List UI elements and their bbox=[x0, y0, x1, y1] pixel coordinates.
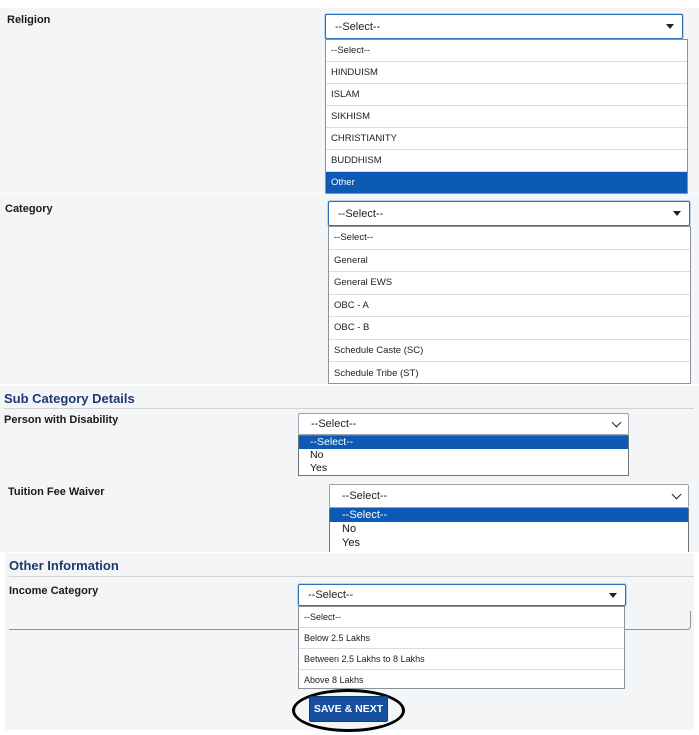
chevron-down-icon bbox=[612, 417, 622, 427]
income-option[interactable]: Between 2.5 Lakhs to 8 Lakhs bbox=[299, 649, 624, 670]
category-option[interactable]: General EWS bbox=[329, 272, 690, 295]
disability-select[interactable] bbox=[298, 413, 629, 435]
religion-option[interactable]: CHRISTIANITY bbox=[326, 128, 687, 150]
tuition-options bbox=[329, 508, 689, 552]
religion-option[interactable]: SIKHISM bbox=[326, 106, 687, 128]
income-option[interactable]: Below 2.5 Lakhs bbox=[299, 628, 624, 649]
divider bbox=[4, 408, 694, 409]
disability-select-value: --Select-- bbox=[311, 418, 357, 430]
category-select-value: --Select-- bbox=[338, 207, 384, 220]
category-option[interactable]: Schedule Caste (SC) bbox=[329, 340, 690, 363]
income-option[interactable]: --Select-- bbox=[299, 607, 624, 628]
dropdown-arrow-icon bbox=[609, 593, 617, 598]
tuition-select[interactable] bbox=[329, 484, 689, 508]
other-info-title: Other Information bbox=[9, 558, 119, 573]
tuition-option-selected[interactable]: --Select-- bbox=[330, 508, 688, 522]
income-options bbox=[298, 606, 625, 689]
dropdown-arrow-icon bbox=[666, 24, 674, 29]
tuition-option[interactable]: Yes bbox=[342, 537, 360, 549]
religion-select[interactable] bbox=[325, 14, 683, 39]
category-options bbox=[328, 226, 691, 384]
religion-label: Religion bbox=[7, 14, 51, 26]
disability-option[interactable]: Yes bbox=[310, 462, 328, 474]
category-option[interactable]: --Select-- bbox=[329, 227, 690, 250]
category-option[interactable]: Schedule Tribe (ST) bbox=[334, 367, 419, 379]
category-option[interactable]: OBC - A bbox=[329, 295, 690, 318]
save-next-button[interactable]: SAVE & NEXT bbox=[309, 696, 388, 722]
disability-label: Person with Disability bbox=[4, 414, 119, 426]
category-option[interactable]: OBC - B bbox=[329, 317, 690, 340]
category-label: Category bbox=[5, 203, 53, 215]
divider bbox=[9, 576, 694, 577]
disability-option-selected[interactable]: --Select-- bbox=[299, 436, 628, 449]
dropdown-arrow-icon bbox=[673, 211, 681, 216]
income-label: Income Category bbox=[9, 585, 99, 597]
religion-option[interactable]: BUDDHISM bbox=[326, 150, 687, 172]
sub-category-title: Sub Category Details bbox=[4, 391, 135, 406]
tuition-label: Tuition Fee Waiver bbox=[8, 486, 105, 498]
category-select[interactable] bbox=[328, 201, 690, 226]
income-select[interactable] bbox=[298, 584, 626, 606]
religion-option[interactable]: --Select-- bbox=[326, 40, 687, 62]
religion-option-selected[interactable]: Other bbox=[326, 172, 687, 193]
religion-option[interactable]: HINDUISM bbox=[326, 62, 687, 84]
category-option[interactable]: General bbox=[329, 250, 690, 273]
religion-select-value: --Select-- bbox=[335, 20, 381, 33]
chevron-down-icon bbox=[672, 489, 682, 499]
income-option[interactable]: Above 8 Lakhs bbox=[304, 675, 364, 685]
disability-option[interactable]: No bbox=[310, 449, 324, 461]
income-select-value: --Select-- bbox=[308, 589, 354, 601]
disability-options bbox=[298, 435, 629, 476]
religion-options bbox=[325, 39, 688, 194]
tuition-option[interactable]: No bbox=[342, 523, 357, 535]
religion-option[interactable]: ISLAM bbox=[326, 84, 687, 106]
tuition-select-value: --Select-- bbox=[342, 490, 388, 502]
